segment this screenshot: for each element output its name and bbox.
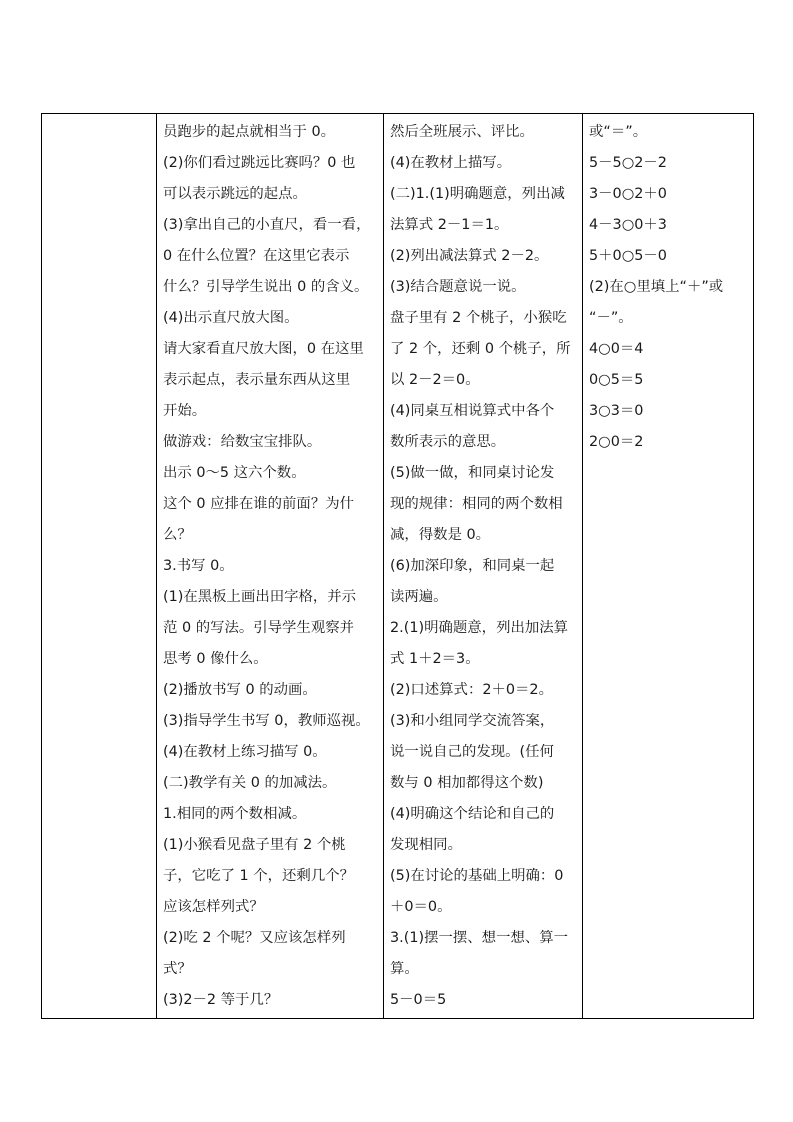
text-line: (5)在讨论的基础上明确：0	[390, 868, 564, 884]
text-line: 减，得数是 0。	[390, 527, 491, 543]
text-line: 表示起点，表示量东西从这里	[163, 372, 351, 388]
table-cell-col1	[42, 114, 157, 1019]
text-line: 子，它吃了 1 个，还剩几个？	[163, 868, 354, 884]
text-line: 现的规律：相同的两个数相	[390, 496, 563, 512]
text-line: (二)1.(1)明确题意，列出减	[390, 186, 565, 202]
text-line: (2)播放书写 0 的动画。	[163, 682, 317, 698]
text-line: 应该怎样列式？	[163, 899, 264, 915]
text-line: 做游戏：给数宝宝排队。	[163, 434, 322, 450]
text-line: 开始。	[163, 403, 207, 419]
text-line: 5－5○2－2	[589, 155, 667, 171]
text-line: 这个 0 应排在谁的前面？为什	[163, 496, 354, 512]
text-line: 4－3○0＋3	[589, 217, 667, 233]
table-cell-col3	[384, 114, 583, 1019]
text-line: 1.相同的两个数相减。	[163, 806, 307, 822]
text-line: 4○0＝4	[589, 341, 644, 357]
text-line: (2)列出减法算式 2－2。	[390, 248, 549, 264]
text-line: 数所表示的意思。	[390, 434, 506, 450]
text-line: 3.书写 0。	[163, 558, 234, 574]
text-line: (3)2－2 等于几？	[163, 992, 279, 1008]
text-line: (2)在○里填上“＋”或	[589, 279, 724, 295]
text-line: (2)口述算式：2＋0＝2。	[390, 682, 553, 698]
text-line: 什么？引导学生说出 0 的含义。	[163, 279, 369, 295]
text-line: (3)结合题意说一说。	[390, 279, 526, 295]
text-line: 5＋0○5－0	[589, 248, 667, 264]
text-line: (3)指导学生书写 0，教师巡视。	[163, 713, 370, 729]
text-line: (1)小猴看见盘子里有 2 个桃	[163, 837, 346, 853]
text-line: 员跑步的起点就相当于 0。	[163, 124, 336, 140]
text-line: 然后全班展示、评比。	[390, 124, 534, 140]
lesson-plan-table	[41, 113, 754, 1019]
text-line: 以 2－2＝0。	[390, 372, 480, 388]
text-line: (5)做一做，和同桌讨论发	[390, 465, 555, 481]
text-line: 3－0○2＋0	[589, 186, 667, 202]
text-line: (4)同桌互相说算式中各个	[390, 403, 555, 419]
text-line: 范 0 的写法。引导学生观察并	[163, 620, 354, 636]
text-line: 2○0＝2	[589, 434, 644, 450]
text-line: 式 1＋2＝3。	[390, 651, 480, 667]
text-line: 读两遍。	[390, 589, 448, 605]
table-cell-col2	[157, 114, 384, 1019]
text-line: (4)出示直尺放大图。	[163, 310, 299, 326]
text-line: 请大家看直尺放大图，0 在这里	[163, 341, 364, 357]
text-line: 法算式 2－1＝1。	[390, 217, 509, 233]
text-line: (2)你们看过跳远比赛吗？0 也	[163, 155, 356, 171]
text-line: (4)在教材上描写。	[390, 155, 512, 171]
text-line: 数与 0 相加都得这个数)	[390, 775, 544, 791]
text-line: 可以表示跳远的起点。	[163, 186, 307, 202]
text-line: (6)加深印象，和同桌一起	[390, 558, 555, 574]
text-line: 0○5＝5	[589, 372, 644, 388]
text-line: (4)在教材上练习描写 0。	[163, 744, 327, 760]
text-line: ＋0＝0。	[390, 899, 452, 915]
text-line: 5－0＝5	[390, 992, 447, 1008]
table-cell-col4	[583, 114, 754, 1019]
text-line: 出示 0～5 这六个数。	[163, 465, 306, 481]
table-row	[42, 114, 754, 1019]
text-line: 说一说自己的发现。(任何	[390, 744, 554, 760]
text-line: “－”。	[589, 310, 633, 326]
text-line: (1)在黑板上画出田字格，并示	[163, 589, 357, 605]
text-line: (4)明确这个结论和自己的	[390, 806, 555, 822]
text-line: 发现相同。	[390, 837, 462, 853]
text-line: 3○3＝0	[589, 403, 644, 419]
text-line: (2)吃 2 个呢？又应该怎样列	[163, 930, 346, 946]
text-line: 或“＝”。	[589, 124, 648, 140]
text-line: 2.(1)明确题意，列出加法算	[390, 620, 569, 636]
text-line: 0 在什么位置？在这里它表示	[163, 248, 350, 264]
text-line: 了 2 个，还剩 0 个桃子，所	[390, 341, 571, 357]
text-line: 么？	[163, 527, 192, 543]
text-line: 思考 0 像什么。	[163, 651, 268, 667]
text-line: 3.(1)摆一摆、想一想、算一	[390, 930, 569, 946]
text-line: (3)和小组同学交流答案，	[390, 713, 555, 729]
text-line: 式？	[163, 961, 192, 977]
text-line: (二)教学有关 0 的加减法。	[163, 775, 337, 791]
text-line: 算。	[390, 961, 419, 977]
text-line: (3)拿出自己的小直尺，看一看，	[163, 217, 371, 233]
text-line: 盘子里有 2 个桃子，小猴吃	[390, 310, 567, 326]
